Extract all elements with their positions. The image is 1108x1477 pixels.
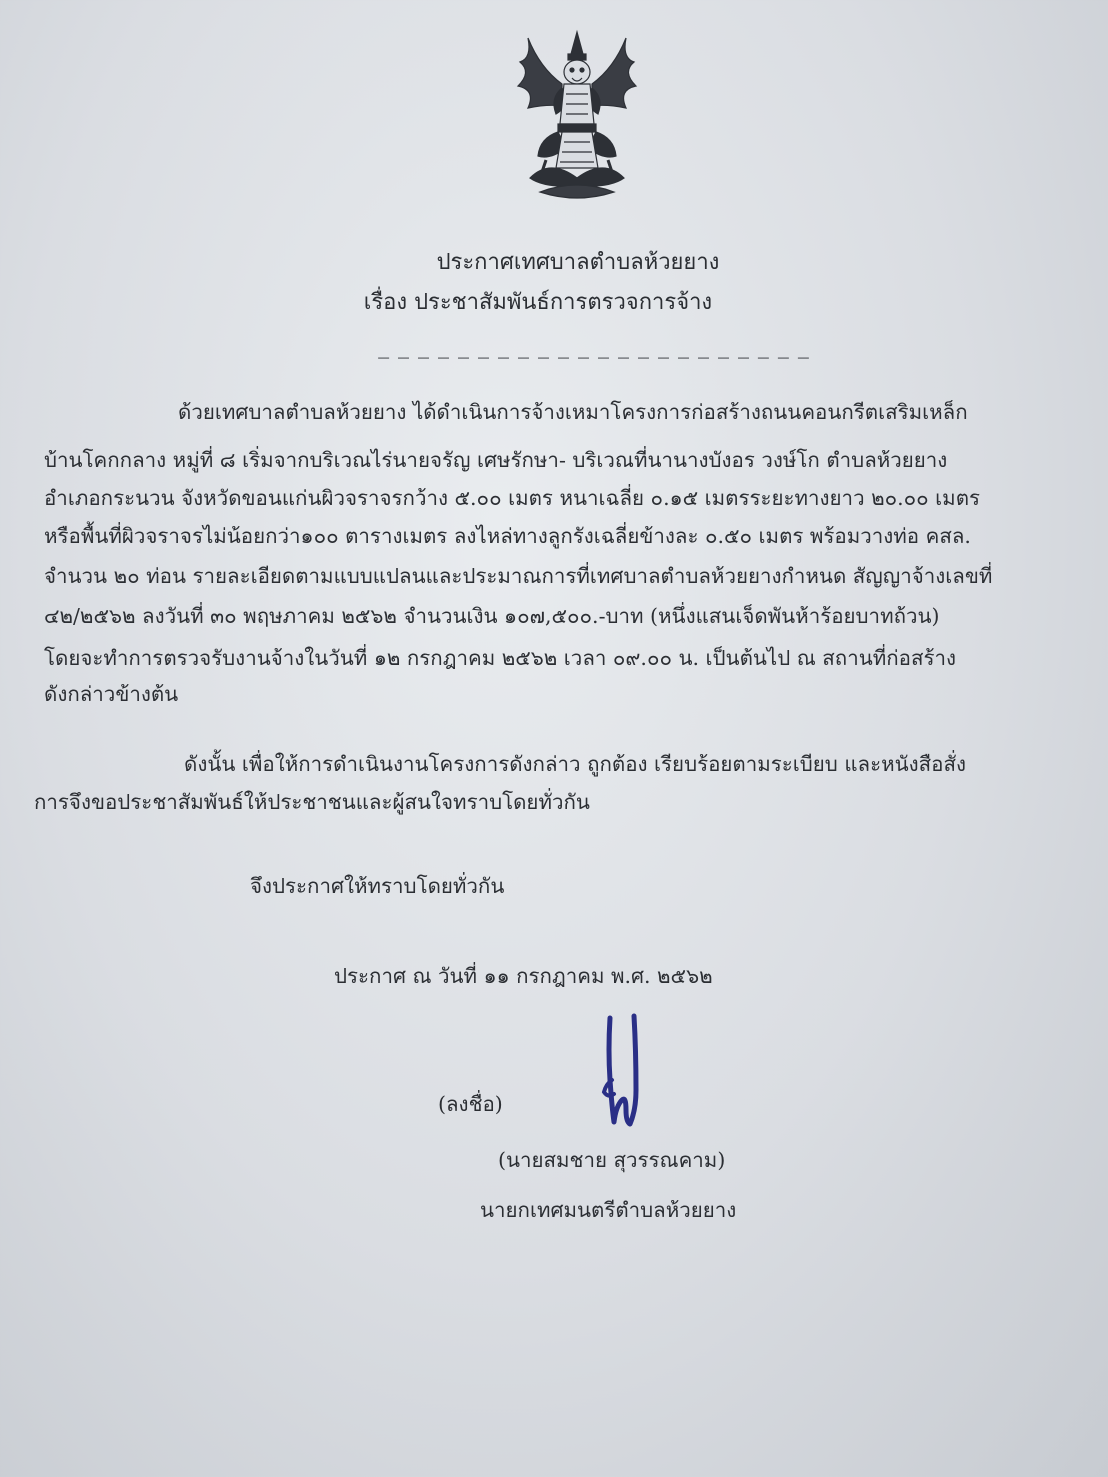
divider-line: _ _ _ _ _ _ _ _ _ _ _ _ _ _ _ _ _ _ _ _ _ _ bbox=[378, 334, 810, 359]
announcement-date: ประกาศ ณ วันที่ ๑๑ กรกฎาคม พ.ศ. ๒๕๖๒ bbox=[334, 964, 713, 988]
signed-label: (ลงชื่อ) bbox=[438, 1092, 503, 1116]
paragraph-line: ดังนั้น เพื่อให้การดำเนินงานโครงการดังกล่าว ถูกต้อง เรียบร้อยตามระเบียบ และหนังสือสั่ง bbox=[184, 752, 967, 776]
paragraph-line: โดยจะทำการตรวจรับงานจ้างในวันที่ ๑๒ กรกฎาคม ๒๕๖๒ เวลา ๐๙.๐๐ น. เป็นต้นไป ณ สถานที่ก่อสร้าง bbox=[44, 646, 956, 670]
paragraph-line: หรือพื้นที่ผิวจราจรไม่น้อยกว่า๑๐๐ ตารางเมตร ลงไหล่ทางลูกรังเฉลี่ยข้างละ ๐.๕๐ เมตร พร้อมวางท่อ คสล. bbox=[44, 524, 971, 548]
closing-statement: จึงประกาศให้ทราบโดยทั่วกัน bbox=[250, 874, 505, 898]
announcement-subject: เรื่อง ประชาสัมพันธ์การตรวจการจ้าง bbox=[363, 290, 713, 315]
paragraph-line: จำนวน ๒๐ ท่อน รายละเอียดตามแบบแปลนและประมาณการที่เทศบาลตำบลห้วยยางกำหนด สัญญาจ้างเลขที่ bbox=[44, 564, 993, 588]
paragraph-line: บ้านโคกกลาง หมู่ที่ ๘ เริ่มจากบริเวณไร่นายจรัญ เศษรักษา- บริเวณที่นานางบังอร วงษ์โก ตำบลห้วยยาง bbox=[44, 448, 948, 472]
signatory-name: (นายสมชาย สุวรรณคาม) bbox=[498, 1148, 726, 1172]
signature-mark bbox=[592, 1010, 652, 1135]
signatory-position: นายกเทศมนตรีตำบลห้วยยาง bbox=[480, 1198, 737, 1222]
paragraph-line: ดังกล่าวข้างต้น bbox=[44, 682, 179, 706]
paragraph-line: ด้วยเทศบาลตำบลห้วยยาง ได้ดำเนินการจ้างเหมาโครงการก่อสร้างถนนคอนกรีตเสริมเหล็ก bbox=[178, 400, 968, 424]
paragraph-line: ๔๒/๒๕๖๒ ลงวันที่ ๓๐ พฤษภาคม ๒๕๖๒ จำนวนเงิน ๑๐๗,๕๐๐.-บาท (หนึ่งแสนเจ็ดพันห้าร้อยบาทถ้วน) bbox=[44, 604, 940, 628]
paragraph-line: การจึงขอประชาสัมพันธ์ให้ประชาชนและผู้สนใจทราบโดยทั่วกัน bbox=[34, 790, 590, 814]
paragraph-line: อำเภอกระนวน จังหวัดขอนแก่นผิวจราจรกว้าง ๕.๐๐ เมตร หนาเฉลี่ย ๐.๑๕ เมตรระยะทางยาว ๒๐.๐๐ เมตร bbox=[44, 486, 981, 510]
announcement-title: ประกาศเทศบาลตำบลห้วยยาง bbox=[436, 250, 720, 275]
